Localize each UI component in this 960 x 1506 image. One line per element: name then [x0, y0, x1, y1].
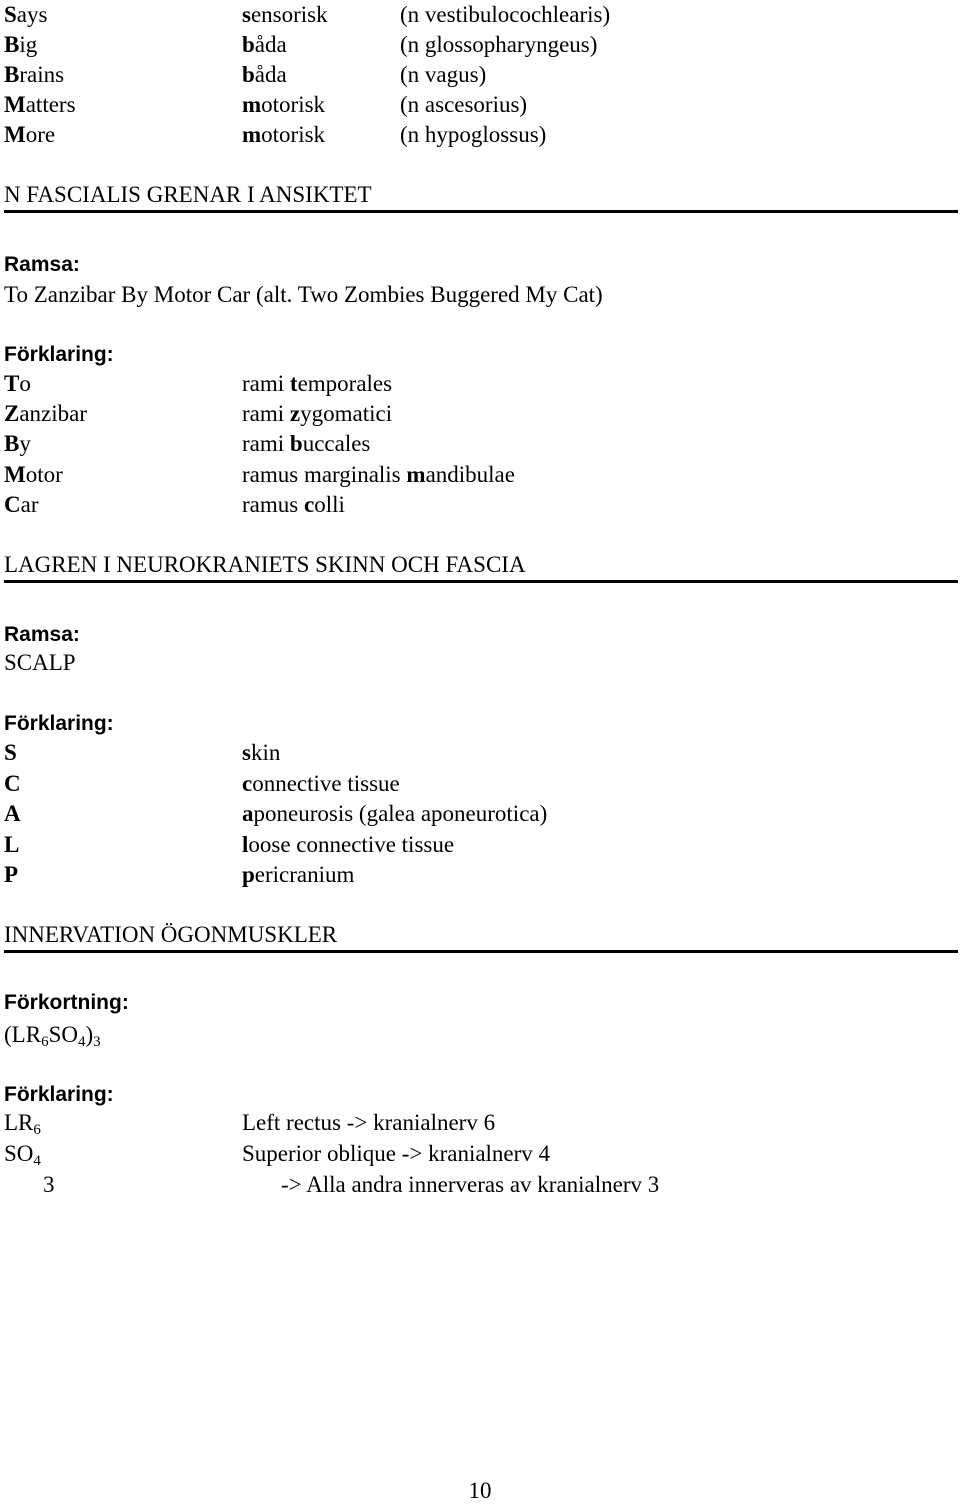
abbreviation-formula: $(LR_6SO_4)_3$ [4, 1022, 101, 1050]
mnemonic-value: ramus colli [242, 492, 345, 517]
nerve-row-name: More [4, 122, 56, 147]
mnemonic-key: A [4, 801, 21, 826]
nerve-row-type: båda [242, 62, 287, 87]
page-number: 10 [468, 1478, 492, 1503]
nerve-row-name: Big [4, 32, 38, 57]
mnemonic-key: L [4, 832, 20, 857]
forklaring-label: Förklaring: [4, 712, 114, 735]
mnemonic-key: S [4, 740, 17, 765]
mnemonic-value: Superior oblique -> kranialnerv 4 [242, 1141, 551, 1166]
mnemonic-key: $SO_4$ [4, 1141, 41, 1169]
nerve-row-nerve: (n hypoglossus) [400, 122, 547, 147]
nerve-row-nerve: (n ascesorius) [400, 92, 528, 117]
section-heading-scalp: LAGREN I NEUROKRANIETS SKINN OCH FASCIA [4, 550, 958, 583]
forklaring-label: Förklaring: [4, 1083, 114, 1106]
mnemonic-value: loose connective tissue [242, 832, 455, 857]
nerve-row-nerve: (n vestibulocochlearis) [400, 2, 611, 27]
mnemonic-key: $LR_6$ [4, 1110, 41, 1138]
mnemonic-key: C [4, 771, 21, 796]
nerve-row-nerve: (n vagus) [400, 62, 487, 87]
mnemonic-value: pericranium [242, 862, 355, 887]
ramsa-label: Ramsa: [4, 623, 80, 646]
nerve-row-type: motorisk [242, 122, 326, 147]
mnemonic-value: rami buccales [242, 431, 371, 456]
nerve-row-nerve: (n glossopharyngeus) [400, 32, 598, 57]
nerve-row-name: Says [4, 2, 48, 27]
nerve-row-type: båda [242, 32, 287, 57]
mnemonic-key: By [4, 431, 31, 456]
mnemonic-key: 3 [43, 1172, 55, 1197]
mnemonic-value: rami temporales [242, 371, 393, 396]
mnemonic-value: aponeurosis (galea aponeurotica) [242, 801, 548, 826]
mnemonic-value: Left rectus -> kranialnerv 6 [242, 1110, 496, 1135]
mnemonic-key: Motor [4, 462, 63, 487]
ramsa-text: To Zanzibar By Motor Car (alt. Two Zombies Buggered My Cat) [4, 282, 603, 307]
mnemonic-value: -> Alla andra innerveras av kranialnerv 3 [281, 1172, 660, 1197]
mnemonic-value: skin [242, 740, 281, 765]
mnemonic-value: rami zygomatici [242, 401, 393, 426]
ramsa-label: Ramsa: [4, 253, 80, 276]
forklaring-label: Förklaring: [4, 343, 114, 366]
mnemonic-key: P [4, 862, 19, 887]
mnemonic-value: ramus marginalis mandibulae [242, 462, 515, 487]
mnemonic-key: Car [4, 492, 39, 517]
ramsa-text: SCALP [4, 650, 76, 675]
mnemonic-value: connective tissue [242, 771, 400, 796]
section-heading-facialis: N FASCIALIS GRENAR I ANSIKTET [4, 180, 958, 213]
nerve-row-type: sensorisk [242, 2, 328, 27]
forkortning-label: Förkortning: [4, 991, 129, 1014]
nerve-row-name: Matters [4, 92, 76, 117]
mnemonic-key: To [4, 371, 31, 396]
section-heading-innervation: INNERVATION ÖGONMUSKLER [4, 920, 958, 953]
nerve-row-type: motorisk [242, 92, 326, 117]
mnemonic-key: Zanzibar [4, 401, 88, 426]
nerve-row-name: Brains [4, 62, 65, 87]
